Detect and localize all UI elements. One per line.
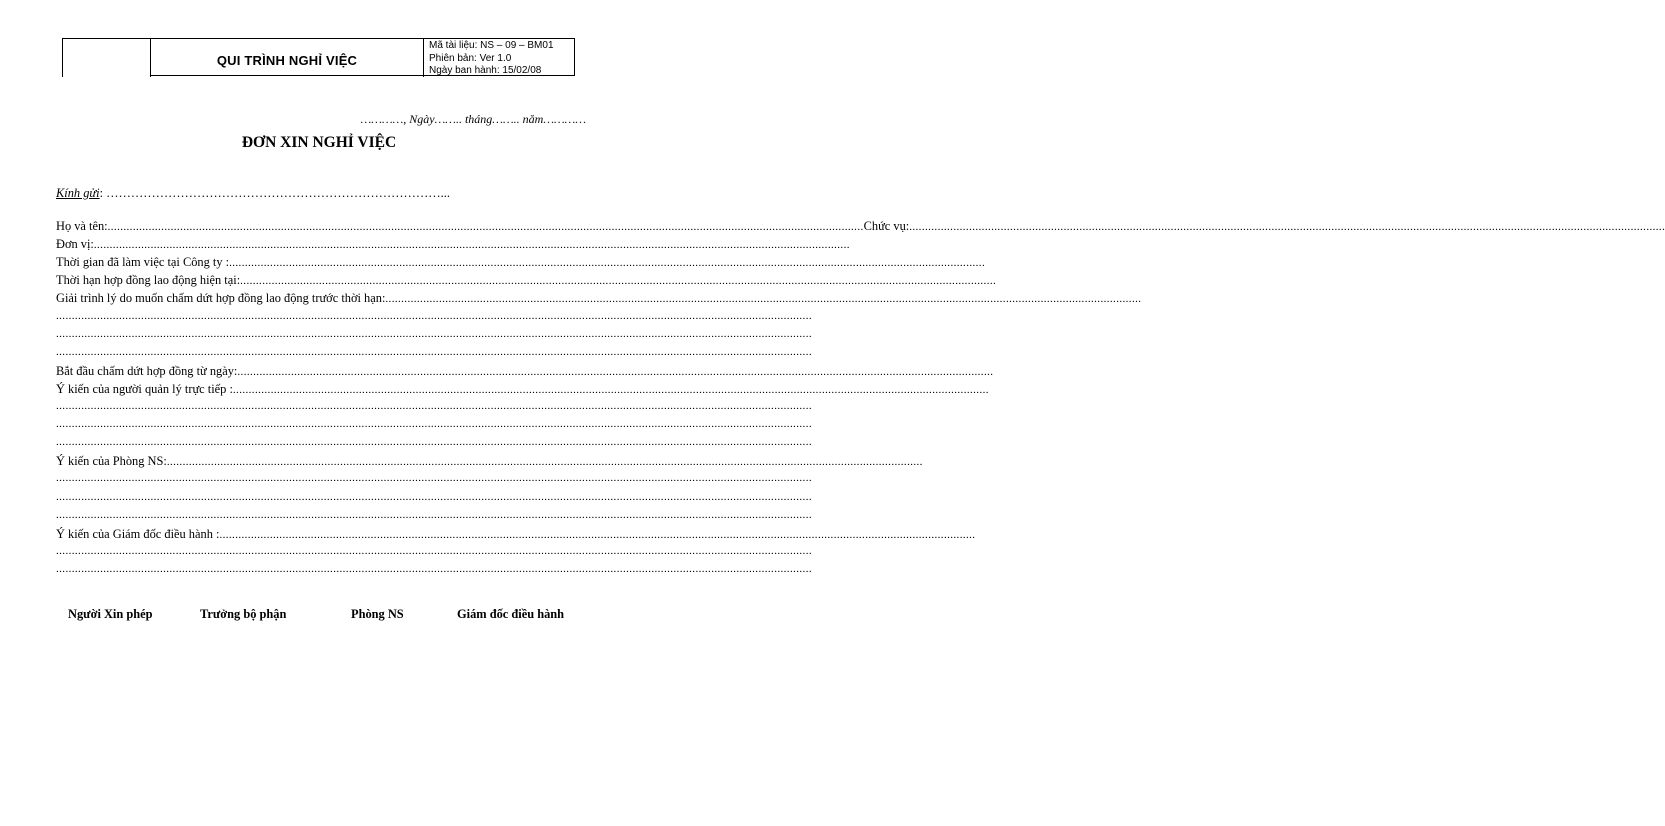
signature-hr: Phòng NS: [351, 607, 404, 621]
hr-opinion-line: [56, 508, 812, 527]
document-meta: [429, 40, 554, 78]
process-title: QUI TRÌNH NGHỈ VIỆC: [216, 52, 358, 68]
unit-label: Đơn vị:: [56, 237, 94, 252]
form-body: [56, 186, 1665, 581]
document-header-box: [62, 38, 575, 76]
header-left-border: [62, 39, 63, 77]
date-line: …………, Ngày…….. tháng…….. năm…………: [360, 112, 586, 126]
director-opinion-blank: ................................................................................................................................................................................................................................................: [219, 528, 976, 541]
doc-version: Phiên bản: Ver 1.0: [429, 52, 512, 64]
manager-opinion-blank-line: ................................................................................................................................................................................................................................................: [56, 400, 812, 413]
reason-row: [56, 291, 1142, 309]
hr-opinion-blank-line: ................................................................................................................................................................................................................................................: [56, 490, 812, 503]
addressee-label: Kính gửi: [56, 186, 100, 200]
contract-term-row: [56, 273, 997, 291]
name-row: [56, 219, 1665, 237]
manager-opinion-blank-line: ................................................................................................................................................................................................................................................: [56, 418, 812, 431]
manager-opinion-blank: ................................................................................................................................................................................................................................................: [232, 383, 989, 396]
name-label: Họ và tên:: [56, 219, 108, 234]
addressee-blank: : ………………………………………………………………………...: [99, 186, 450, 200]
termination-start-row: [56, 363, 994, 382]
director-opinion-label: Ý kiến của Giám đốc điều hành :: [56, 526, 220, 541]
signature-applicant: Người Xin phép: [68, 607, 153, 621]
position-blank: ................................................................................................................................................................................................................................................: [909, 221, 1665, 234]
signature-department-head: Trưởng bộ phận: [200, 607, 287, 621]
reason-line: [56, 327, 812, 346]
reason-line: [56, 309, 812, 328]
doc-issue-date: Ngày ban hành: 15/02/08: [429, 65, 542, 76]
contract-term-label: Thời hạn hợp đồng lao động hiện tại:: [56, 273, 241, 288]
manager-opinion-label: Ý kiến của người quản lý trực tiếp :: [56, 381, 233, 396]
form-title: ĐƠN XIN NGHỈ VIỆC: [241, 134, 397, 151]
hr-opinion-blank-line: ................................................................................................................................................................................................................................................: [56, 472, 812, 485]
signature-director: Giám đốc điều hành: [457, 607, 565, 621]
director-opinion-blank-line: ................................................................................................................................................................................................................................................: [56, 562, 812, 575]
hr-opinion-line: [56, 490, 812, 509]
hr-opinion-blank: ................................................................................................................................................................................................................................................: [166, 456, 923, 469]
reason-blank-line: ................................................................................................................................................................................................................................................: [56, 309, 812, 322]
director-opinion-row: [56, 526, 976, 545]
hr-opinion-line: [56, 472, 812, 490]
director-opinion-blank-line: ................................................................................................................................................................................................................................................: [56, 544, 812, 557]
signature-row: [0, 607, 638, 625]
reason-blank: ................................................................................................................................................................................................................................................: [385, 293, 1142, 306]
manager-opinion-line: [56, 418, 812, 436]
reason-blank-line: ................................................................................................................................................................................................................................................: [56, 345, 812, 358]
contract-term-blank: ................................................................................................................................................................................................................................................: [240, 275, 997, 288]
termination-start-blank: ................................................................................................................................................................................................................................................: [237, 365, 994, 378]
hr-opinion-row: [56, 454, 923, 472]
manager-opinion-row: [56, 381, 989, 400]
manager-opinion-line: [56, 400, 812, 418]
hr-opinion-blank-line: ................................................................................................................................................................................................................................................: [56, 508, 812, 521]
reason-label: Giải trình lý do muốn chấm dứt hợp đồng lao động trước thời hạn:: [56, 291, 386, 306]
unit-row: [56, 237, 850, 255]
manager-opinion-line: [56, 436, 812, 454]
doc-code: Mã tài liệu: NS – 09 – BM01: [429, 40, 554, 51]
addressee-row: [56, 186, 572, 204]
work-time-blank: ................................................................................................................................................................................................................................................: [229, 257, 986, 270]
name-blank: ................................................................................................................................................................................................................................................: [107, 221, 864, 234]
header-divider-2: [423, 39, 424, 77]
reason-line: [56, 345, 812, 364]
reason-blank-line: ................................................................................................................................................................................................................................................: [56, 327, 812, 340]
unit-blank: ................................................................................................................................................................................................................................................: [93, 239, 850, 252]
director-opinion-line: [56, 544, 812, 563]
work-time-row: [56, 255, 986, 273]
position-label: Chức vụ:: [863, 219, 910, 234]
director-opinion-line: [56, 562, 812, 581]
hr-opinion-label: Ý kiến của Phòng NS:: [56, 454, 167, 469]
work-time-label: Thời gian đã làm việc tại Công ty :: [56, 255, 230, 270]
manager-opinion-blank-line: ................................................................................................................................................................................................................................................: [56, 436, 812, 449]
termination-start-label: Bắt đầu chấm dứt hợp đồng từ ngày:: [56, 363, 238, 378]
